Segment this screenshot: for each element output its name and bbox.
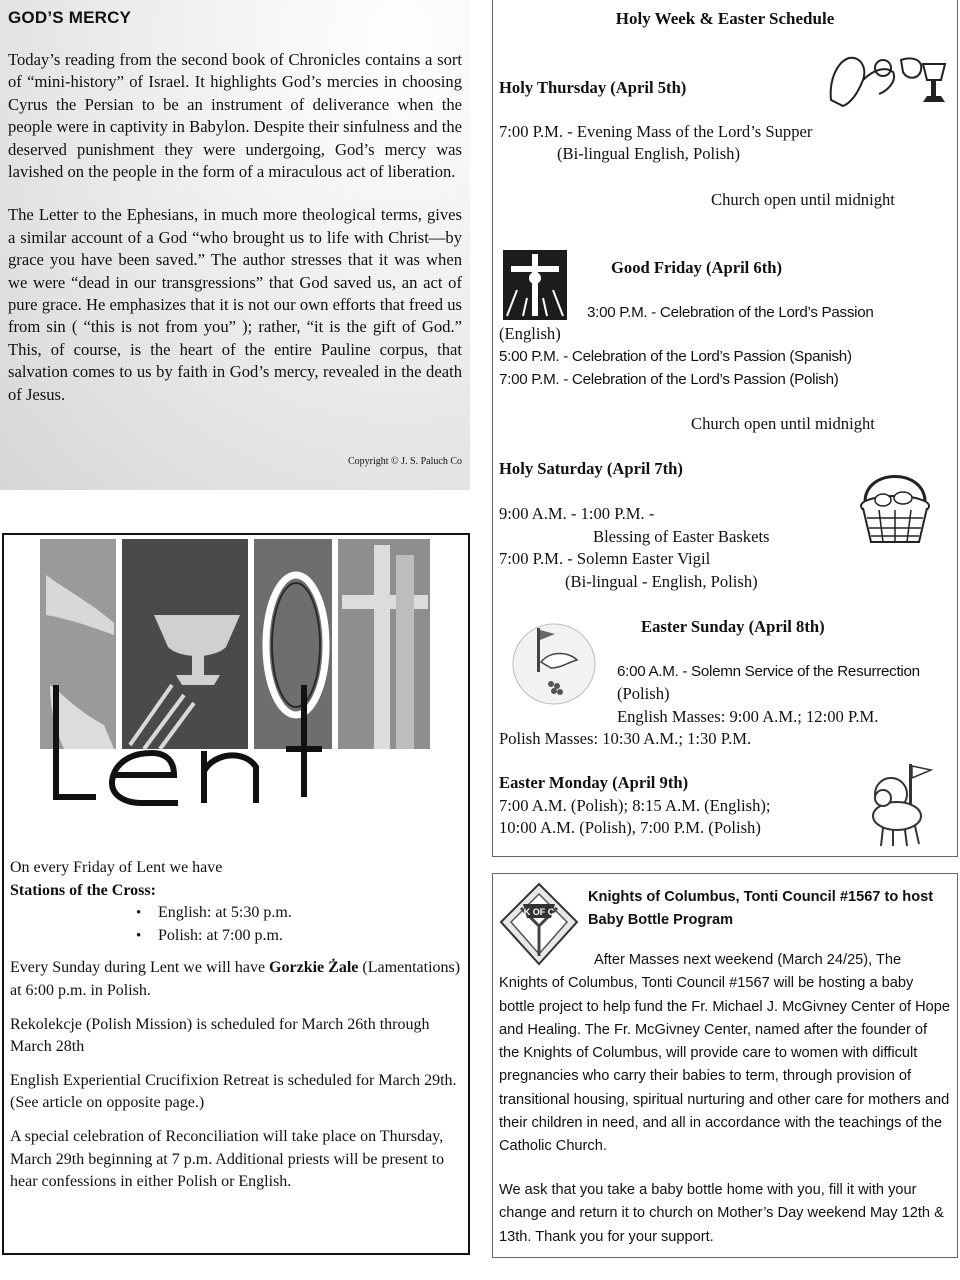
easter-dove-icon bbox=[511, 622, 597, 706]
sunday-line-2: (Polish) bbox=[617, 684, 670, 703]
monday-line-2: 10:00 A.M. (Polish), 7:00 P.M. (Polish) bbox=[499, 818, 761, 837]
thursday-line-1: 7:00 P.M. - Evening Mass of the Lord’s Supper bbox=[499, 122, 813, 141]
sunday-heading: Easter Sunday (April 8th) bbox=[641, 617, 825, 636]
article-paragraph-2: The Letter to the Ephesians, in much more theological terms, gives a similar account of a God “who brought us to life with Christ—by grace you have been saved.” The author stresses that it was when we were “dead in our transgressions” that God saved us, an act of pure grace. He emphasizes that it is not our own efforts that freed us from sin ( “this is not from you” ); rather, “it is the gift of God.” This, of course, is the heart of the entire Pauline corpus, that salvation comes to us by faith in God’s mercy, revealed in the death of Jesus. bbox=[8, 205, 462, 404]
last-supper-icon bbox=[823, 50, 949, 110]
knights-title: Knights of Columbus, Tonti Council #1567 to host Baby Bottle Program bbox=[588, 889, 934, 928]
thursday-line-2: (Bi-lingual English, Polish) bbox=[557, 144, 740, 163]
sunday-line-1: 6:00 A.M. - Solemn Service of the Resurrection bbox=[617, 663, 920, 680]
easter-basket-icon bbox=[853, 462, 937, 548]
knights-paragraph-1: After Masses next weekend (March 24/25), The Knights of Columbus, Tonti Council #1567 will be hosting a baby bottle project to help fund the Fr. Michael J. McGivney Center of Hope and Healing. The Fr. McGivney Center, named after the founder of the Knights of Columbus, will provide care to women with difficult pregnancies who carry their babies to term, through provision of transitional housing, spiritual nurturing and other care for mothers and their children in need, and all in accordance with the teachings of the Catholic Church. bbox=[499, 952, 951, 1155]
friday-line-1: 3:00 P.M. - Celebration of the Lord’s Passion bbox=[587, 304, 874, 321]
friday-line-1b: (English) bbox=[499, 324, 561, 343]
article-title: GOD’S MERCY bbox=[8, 8, 132, 27]
stations-list bbox=[10, 902, 466, 947]
holy-week-schedule bbox=[492, 0, 958, 857]
friday-open: Church open until midnight bbox=[691, 414, 875, 433]
saturday-line-2: Blessing of Easter Baskets bbox=[593, 527, 770, 546]
paschal-lamb-icon bbox=[863, 760, 939, 850]
friday-line-2: 5:00 P.M. - Celebration of the Lord’s Passion (Spanish) bbox=[499, 348, 852, 365]
lent-schedule-text bbox=[10, 857, 466, 1205]
gods-mercy-article bbox=[0, 0, 470, 490]
gorzkie-zale-note: Every Sunday during Lent we will have Gorzkie Żale (Lamentations) at 6:00 p.m. in Polish. bbox=[10, 959, 461, 999]
sunday-line-3: English Masses: 9:00 A.M.; 12:00 P.M. bbox=[617, 707, 879, 726]
saturday-line-3: 7:00 P.M. - Solemn Easter Vigil bbox=[499, 549, 711, 568]
friday-line-3: 7:00 P.M. - Celebration of the Lord’s Passion (Polish) bbox=[499, 371, 839, 388]
knights-of-columbus-notice bbox=[492, 873, 958, 1258]
saturday-heading: Holy Saturday (April 7th) bbox=[499, 459, 683, 478]
thursday-open: Church open until midnight bbox=[711, 190, 895, 209]
knights-paragraph-2: We ask that you take a baby bottle home with you, fill it with your change and return it to church on Mother’s Day weekend May 12th & 13th. Thank you for your support. bbox=[499, 1182, 944, 1245]
retreat-note: English Experiential Crucifixion Retreat is scheduled for March 29th. (See article on opposite page.) bbox=[10, 1071, 457, 1112]
crucifixion-icon bbox=[503, 250, 567, 320]
saturday-line-1: 9:00 A.M. - 1:00 P.M. - bbox=[499, 504, 655, 523]
friday-heading: Good Friday (April 6th) bbox=[611, 258, 783, 277]
stations-polish: • Polish: at 7:00 p.m. bbox=[10, 925, 466, 948]
friday-line: On every Friday of Lent we have bbox=[10, 859, 223, 876]
sunday-line-4: Polish Masses: 10:30 A.M.; 1:30 P.M. bbox=[499, 729, 752, 748]
monday-heading: Easter Monday (April 9th) bbox=[499, 773, 689, 792]
article-paragraph-1: Today’s reading from the second book of Chronicles contains a sort of “mini-history” of Israel. It highlights God’s mercies in choosing Cyrus the Persian to be an instrument of deliverance when the people were in captivity in Babylon. Despite their sinfulness and the deserved punishment they were undergoing, God’s mercy was lavished on the people in the form of a miraculous act of liberation. bbox=[8, 50, 462, 182]
saturday-line-4: (Bi-lingual - English, Polish) bbox=[565, 572, 758, 591]
stations-label: Stations of the Cross: bbox=[10, 881, 156, 899]
thursday-heading: Holy Thursday (April 5th) bbox=[499, 78, 687, 97]
lent-logo-art bbox=[4, 535, 468, 845]
emblem-text: K OF C bbox=[523, 907, 555, 917]
copyright-note: Copyright © J. S. Paluch Co bbox=[348, 456, 462, 467]
stations-english: • English: at 5:30 p.m. bbox=[10, 902, 466, 925]
rekolekcje-note: Rekolekcje (Polish Mission) is scheduled for March 26th through March 28th bbox=[10, 1015, 430, 1056]
reconciliation-note: A special celebration of Reconciliation will take place on Thursday, March 29th beginning at 7 p.m. Additional priests will be present to hear confessions in either Polish or English. bbox=[10, 1127, 445, 1191]
schedule-title: Holy Week & Easter Schedule bbox=[615, 9, 835, 28]
monday-line-1: 7:00 A.M. (Polish); 8:15 A.M. (English); bbox=[499, 796, 771, 815]
lent-announcements bbox=[2, 533, 470, 1255]
